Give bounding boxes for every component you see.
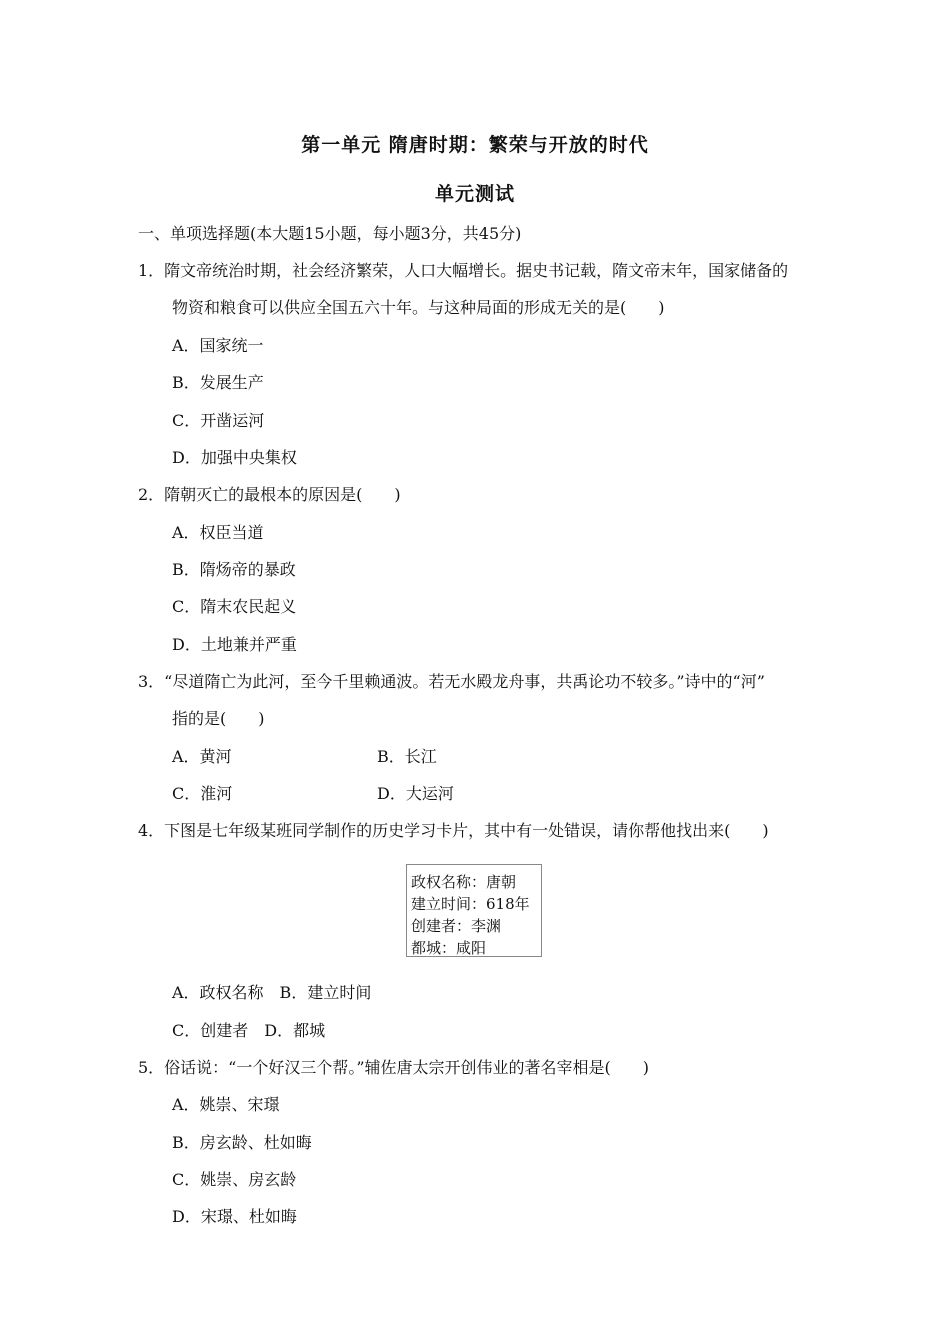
question-1-option-a: A．国家统一 [172,336,264,355]
question-3-option-c: C．淮河 [172,784,233,803]
section-heading: 一、单项选择题(本大题15小题，每小题3分，共45分) [138,224,522,243]
card-regime-name: 政权名称：唐朝 [411,873,517,891]
question-1-option-d: D．加强中央集权 [172,448,297,467]
question-5-option-c: C．姚崇、房玄龄 [172,1170,297,1189]
question-5-text: 5．俗话说：“一个好汉三个帮。”辅佐唐太宗开创伟业的著名宰相是( ) [138,1058,650,1077]
question-3-option-a: A．黄河 [172,747,232,766]
question-3-option-b: B．长江 [377,747,437,766]
question-1-option-c: C．开凿运河 [172,411,265,430]
question-5-option-d: D．宋璟、杜如晦 [172,1207,297,1226]
question-4-text: 4．下图是七年级某班同学制作的历史学习卡片，其中有一处错误，请你帮他找出来( ) [138,821,769,840]
question-2-option-d: D．土地兼并严重 [172,635,297,654]
question-5-option-b: B．房玄龄、杜如晦 [172,1133,312,1152]
unit-title: 第一单元 隋唐时期：繁荣与开放的时代 [301,134,649,156]
card-founder: 创建者：李渊 [411,917,502,935]
question-3-text-cont: 指的是( ) [172,709,265,728]
question-2-text: 2．隋朝灭亡的最根本的原因是( ) [138,485,401,504]
history-study-card [406,864,542,957]
question-2-option-c: C．隋末农民起义 [172,597,297,616]
card-capital: 都城：咸阳 [411,939,487,957]
question-2-option-a: A．权臣当道 [172,523,264,542]
question-3-option-d: D．大运河 [377,784,454,803]
question-5-option-a: A．姚崇、宋璟 [172,1095,280,1114]
question-4-options-cd: C．创建者 D．都城 [172,1021,326,1040]
question-1-option-b: B．发展生产 [172,373,264,392]
unit-subtitle: 单元测试 [434,183,515,205]
card-founding-time: 建立时间：618年 [411,895,530,913]
question-1-text-cont: 物资和粮食可以供应全国五六十年。与这种局面的形成无关的是( ) [172,298,665,317]
question-4-options-ab: A．政权名称 B．建立时间 [172,983,372,1002]
question-3-text: 3．“尽道隋亡为此河，至今千里赖通波。若无水殿龙舟事，共禹论功不较多。”诗中的“河” [138,672,765,691]
question-2-option-b: B．隋炀帝的暴政 [172,560,296,579]
question-1-text: 1．隋文帝统治时期，社会经济繁荣，人口大幅增长。据史书记载，隋文帝末年，国家储备的 [138,261,789,280]
